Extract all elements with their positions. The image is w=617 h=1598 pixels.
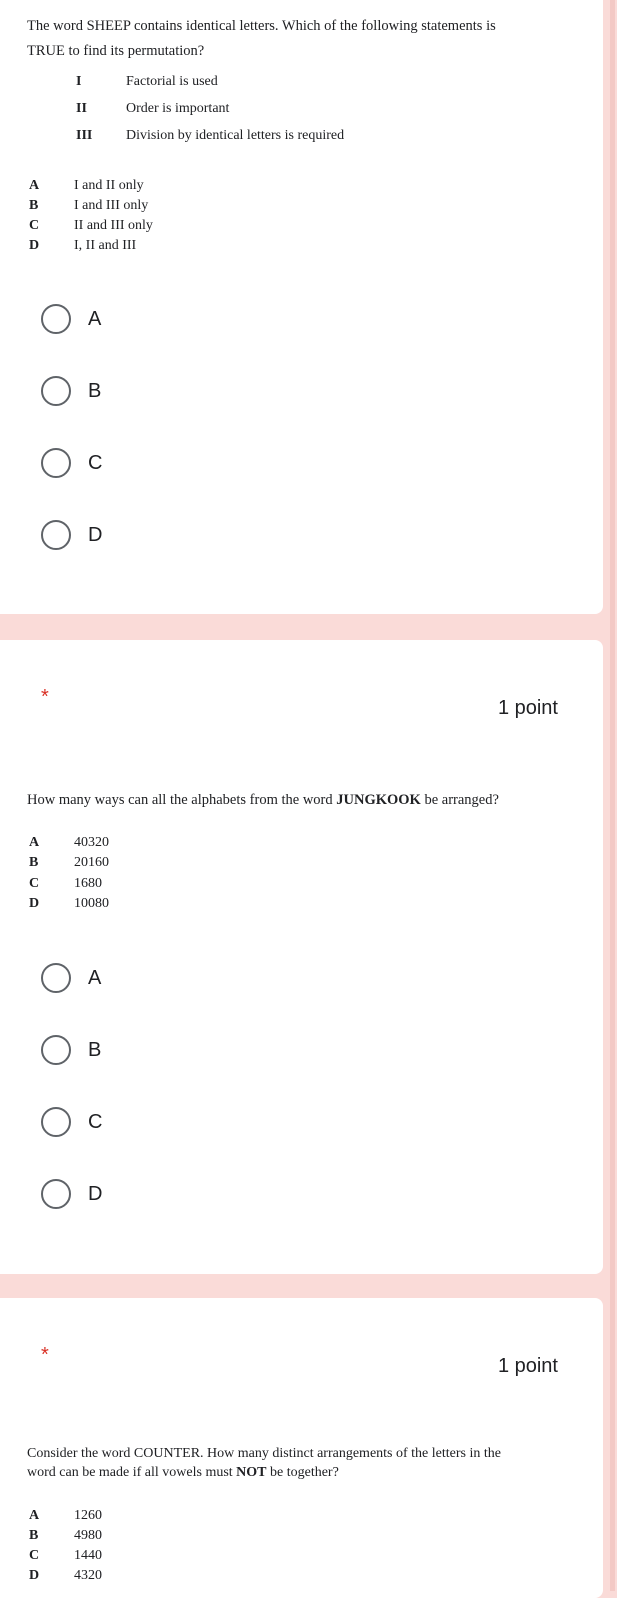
radio-circle-icon[interactable] xyxy=(41,448,71,478)
option-key: B xyxy=(29,855,39,870)
question-card-1 xyxy=(0,0,603,614)
option-key: A xyxy=(29,178,40,193)
radio-label: B xyxy=(88,379,102,402)
option-value: 4320 xyxy=(74,1568,102,1583)
option-value: 1440 xyxy=(74,1548,102,1563)
statement-text: Factorial is used xyxy=(126,74,218,89)
option-value: 40320 xyxy=(74,835,109,850)
radio-circle-icon[interactable] xyxy=(41,304,71,334)
question-text-pre: word can be made if all vowels must xyxy=(27,1465,237,1480)
radio-label: B xyxy=(88,1038,102,1061)
option-value: 1680 xyxy=(74,876,102,891)
radio-label: D xyxy=(88,523,103,546)
points-label: 1 point xyxy=(497,1355,558,1377)
option-key: D xyxy=(29,896,40,911)
radio-option-b[interactable] xyxy=(41,1032,101,1068)
question-text-pre: How many ways can all the alphabets from the word xyxy=(27,792,337,808)
option-key: C xyxy=(29,1548,40,1563)
radio-option-d[interactable] xyxy=(41,517,102,553)
required-asterisk: * xyxy=(41,1344,49,1366)
radio-circle-icon[interactable] xyxy=(41,963,71,993)
option-key: D xyxy=(29,1568,40,1583)
option-value: I, II and III xyxy=(74,238,137,253)
option-value: II and III only xyxy=(74,218,153,233)
question-text-line-2: TRUE to find its permutation? xyxy=(27,43,205,59)
radio-circle-icon[interactable] xyxy=(41,1179,71,1209)
statement-number: II xyxy=(76,101,87,116)
question-text-bold: JUNGKOOK xyxy=(336,792,421,808)
question-text-line-1: The word SHEEP contains identical letters. Which of the following statements is xyxy=(27,18,496,34)
question-text-post: be together? xyxy=(266,1465,339,1480)
radio-option-b[interactable] xyxy=(41,373,101,409)
scrollbar[interactable] xyxy=(610,0,615,1591)
radio-label: A xyxy=(88,307,102,330)
radio-option-a[interactable] xyxy=(41,960,101,996)
question-text-post: be arranged? xyxy=(420,792,499,808)
option-key: C xyxy=(29,218,40,233)
option-value: 4980 xyxy=(74,1528,102,1543)
radio-label: D xyxy=(88,1182,103,1205)
question-text-line-2 xyxy=(27,1463,501,1482)
question-text xyxy=(27,14,496,64)
question-card-2 xyxy=(0,640,603,1274)
statement-number: III xyxy=(76,128,93,143)
required-asterisk: * xyxy=(41,686,49,708)
question-card-3 xyxy=(0,1298,603,1598)
points-label: 1 point xyxy=(497,697,558,719)
option-key: A xyxy=(29,835,40,850)
option-key: B xyxy=(29,198,39,213)
statement-text: Division by identical letters is required xyxy=(126,128,345,143)
radio-option-c[interactable] xyxy=(41,445,102,481)
radio-circle-icon[interactable] xyxy=(41,1107,71,1137)
option-value: 1260 xyxy=(74,1508,102,1523)
radio-option-a[interactable] xyxy=(41,301,101,337)
question-text xyxy=(27,1444,501,1482)
radio-circle-icon[interactable] xyxy=(41,520,71,550)
question-text xyxy=(27,788,499,813)
radio-label: C xyxy=(88,1110,103,1133)
option-value: I and II only xyxy=(74,178,144,193)
radio-circle-icon[interactable] xyxy=(41,1035,71,1065)
statement-text: Order is important xyxy=(126,101,230,116)
option-key: D xyxy=(29,238,40,253)
option-value: 20160 xyxy=(74,855,109,870)
option-value: I and III only xyxy=(74,198,149,213)
option-key: A xyxy=(29,1508,40,1523)
radio-circle-icon[interactable] xyxy=(41,376,71,406)
radio-label: C xyxy=(88,451,103,474)
radio-option-d[interactable] xyxy=(41,1176,102,1212)
radio-label: A xyxy=(88,966,102,989)
option-key: C xyxy=(29,876,40,891)
statement-number: I xyxy=(76,74,82,89)
option-key: B xyxy=(29,1528,39,1543)
radio-option-c[interactable] xyxy=(41,1104,102,1140)
option-value: 10080 xyxy=(74,896,109,911)
question-text-line-1: Consider the word COUNTER. How many distinct arrangements of the letters in the xyxy=(27,1446,501,1461)
question-text-bold: NOT xyxy=(236,1465,267,1480)
